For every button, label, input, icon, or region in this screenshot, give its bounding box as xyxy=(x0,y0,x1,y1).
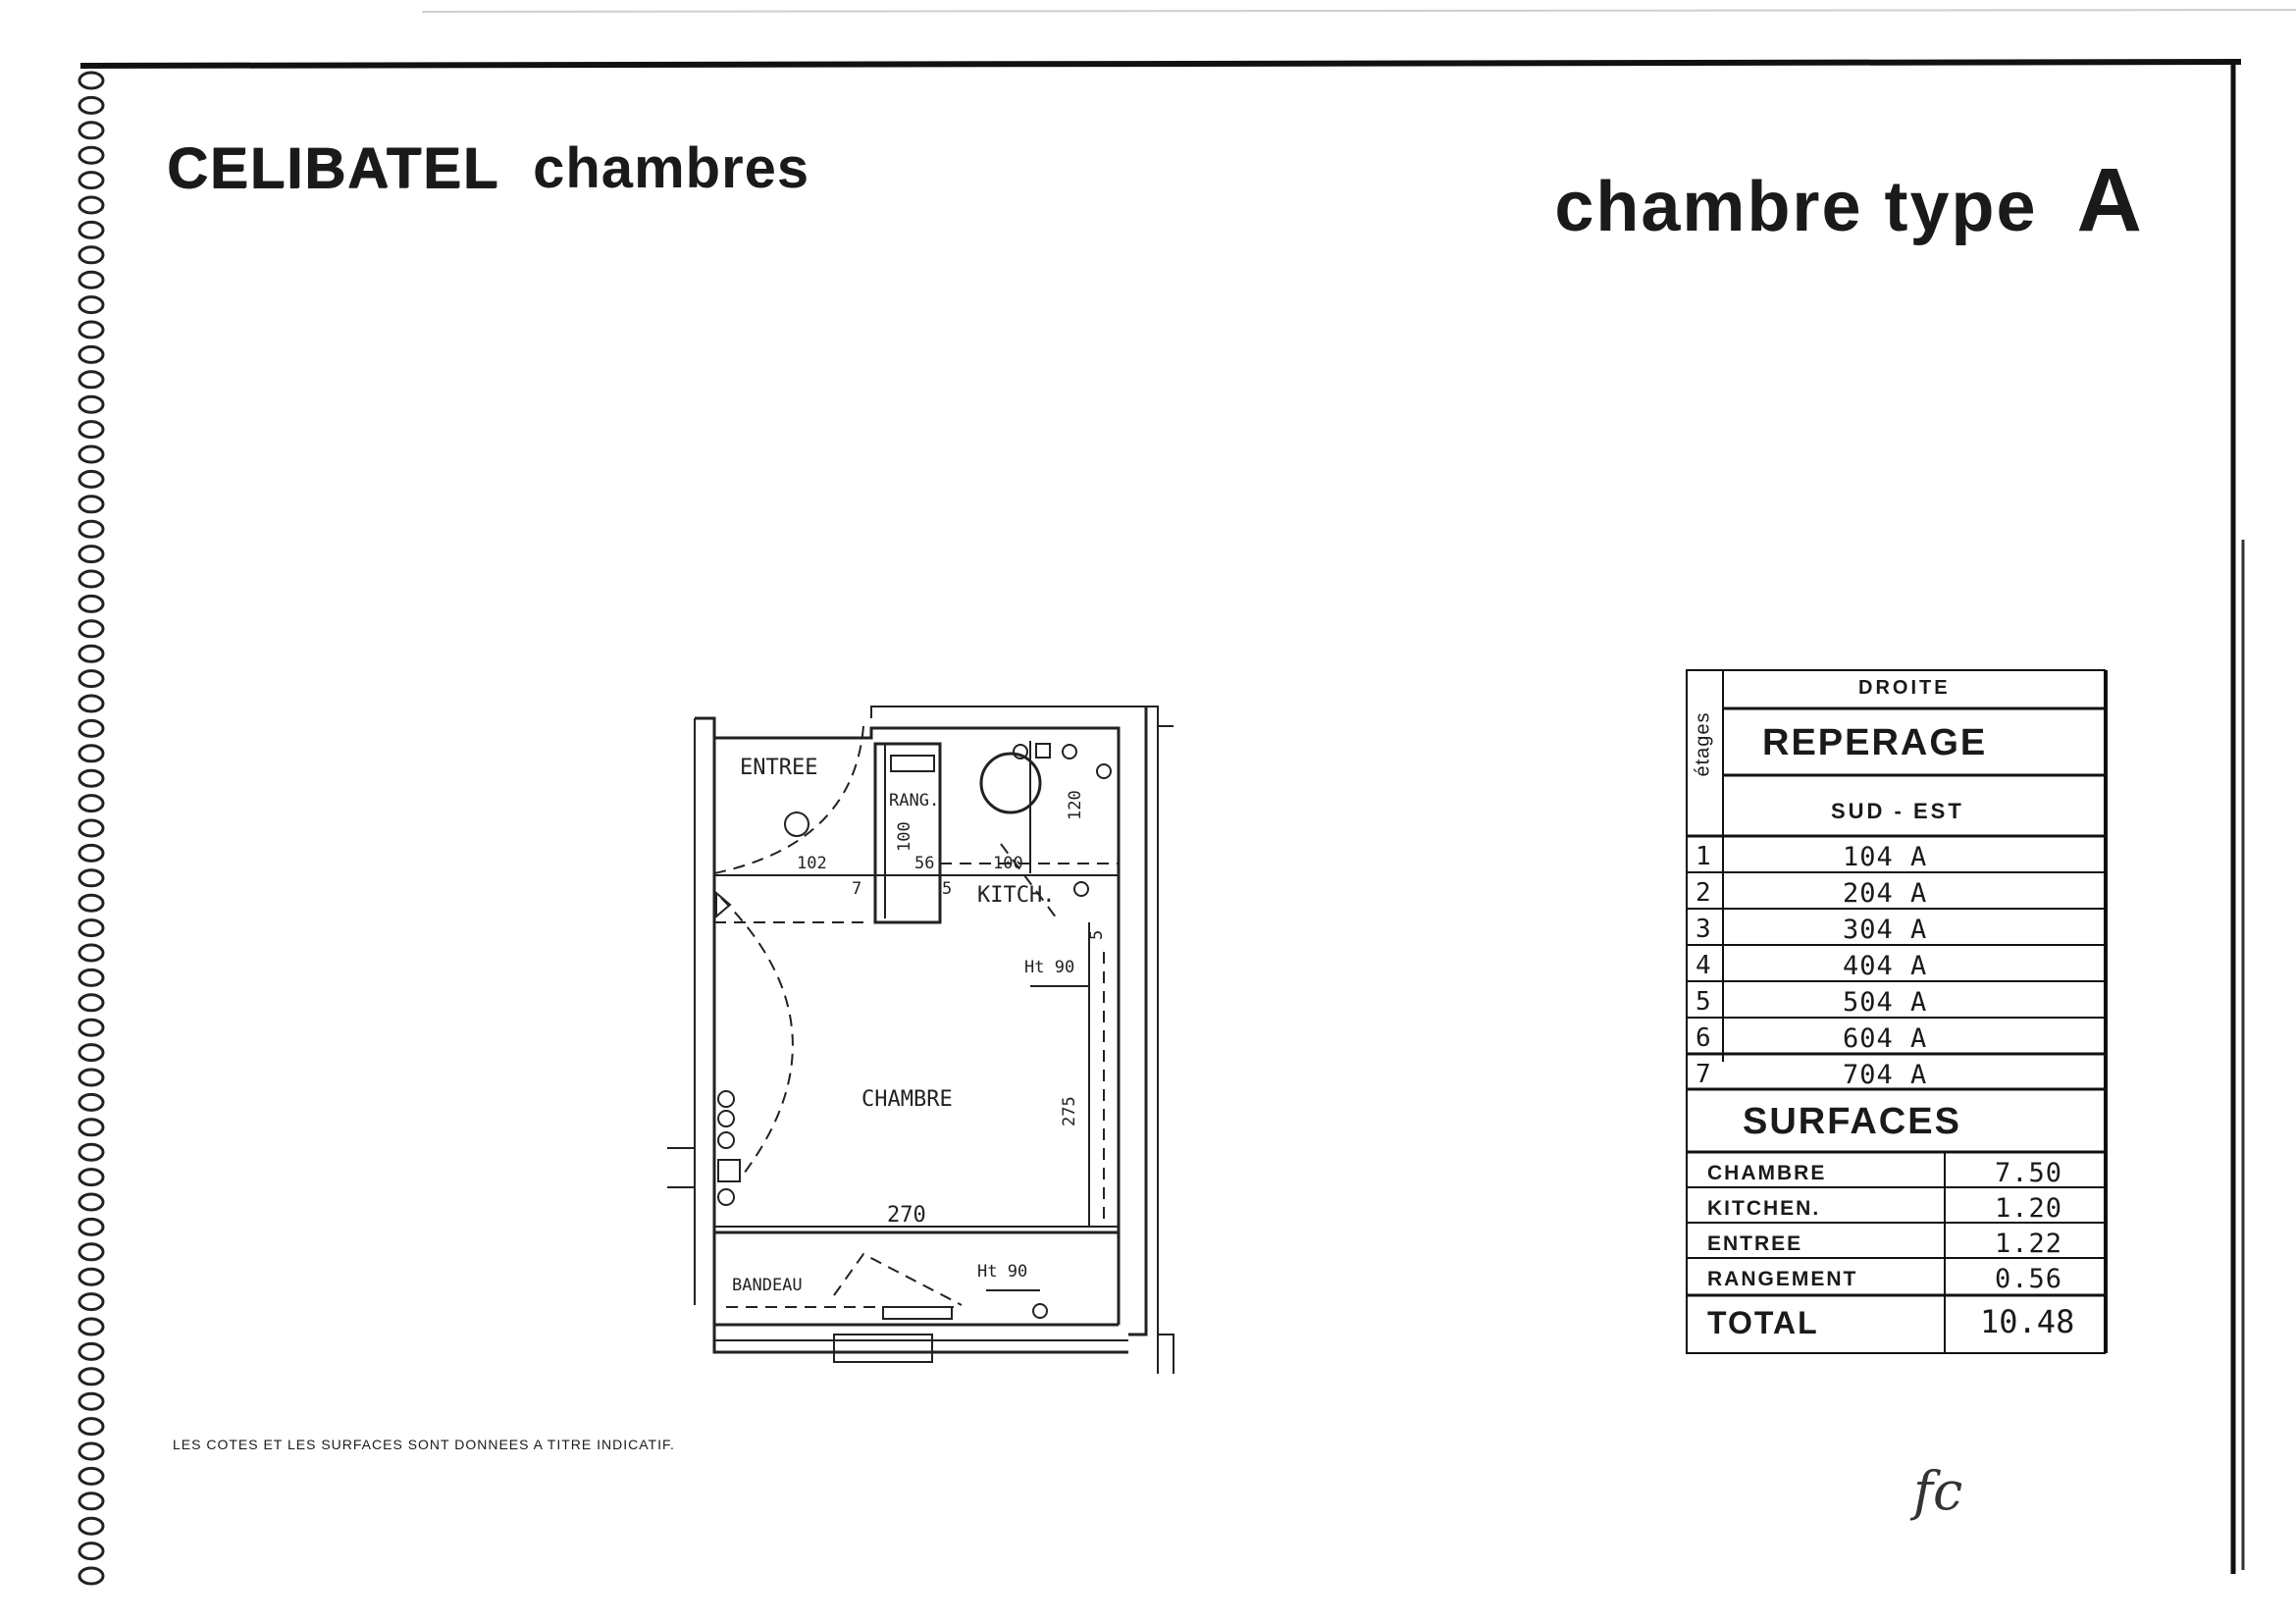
binding-hole xyxy=(79,1319,103,1335)
dim-5a: 5 xyxy=(942,879,953,899)
room-type-letter: A xyxy=(2076,150,2144,250)
binding-hole xyxy=(79,1070,103,1085)
binding-hole xyxy=(79,471,103,487)
binding-hole xyxy=(79,247,103,263)
total-value: 10.48 xyxy=(1980,1303,2075,1340)
surface-value: 1.22 xyxy=(1995,1229,2063,1259)
room-code: 404 A xyxy=(1843,951,1928,981)
reperage-title: REPERAGE xyxy=(1762,722,1988,763)
binding-hole xyxy=(79,945,103,961)
dim-56: 56 xyxy=(914,854,935,873)
binding-hole xyxy=(79,372,103,388)
binding-hole xyxy=(79,1144,103,1160)
floor-number: 2 xyxy=(1696,878,1711,908)
room-label-bandeau: BANDEAU xyxy=(732,1276,803,1295)
binding-hole xyxy=(79,1219,103,1234)
floor-number: 7 xyxy=(1696,1060,1711,1089)
room-label-kitchen: KITCH. xyxy=(977,883,1056,908)
binding-hole xyxy=(79,1393,103,1409)
inner-wall-top xyxy=(714,728,1119,1325)
binding-hole xyxy=(79,123,103,138)
binding-hole xyxy=(79,621,103,637)
surface-value: 0.56 xyxy=(1995,1264,2063,1294)
reperage-surfaces-table xyxy=(1686,669,2108,1356)
rangement-shelf xyxy=(891,756,934,771)
binding-hole xyxy=(79,671,103,687)
room-code: 704 A xyxy=(1843,1060,1928,1090)
height-note-top: Ht 90 xyxy=(1024,958,1075,977)
brand-title xyxy=(167,135,809,201)
binding-hole xyxy=(79,1194,103,1210)
total-label: TOTAL xyxy=(1707,1305,1819,1340)
room-label-chambre: CHAMBRE xyxy=(861,1087,953,1112)
room-label-rangement: RANG. xyxy=(889,791,940,811)
surface-label: CHAMBRE xyxy=(1707,1162,1827,1184)
room-type-title xyxy=(1554,149,2144,252)
binding-hole xyxy=(79,696,103,711)
binding-hole xyxy=(79,1468,103,1484)
brand-name: CELIBATEL xyxy=(167,136,500,200)
room-code: 204 A xyxy=(1843,878,1928,909)
binding-hole xyxy=(79,222,103,237)
dim-120: 120 xyxy=(1066,790,1085,820)
floor-number: 5 xyxy=(1696,987,1711,1017)
ceiling-light-symbol xyxy=(785,812,809,836)
height-note-bottom: Ht 90 xyxy=(977,1262,1028,1282)
window-sill xyxy=(834,1335,932,1362)
binding-hole xyxy=(79,521,103,537)
surface-label: ENTREE xyxy=(1707,1232,1803,1255)
binding-hole xyxy=(79,1294,103,1310)
binding-hole xyxy=(79,173,103,188)
room-code: 104 A xyxy=(1843,842,1928,872)
room-code: 504 A xyxy=(1843,987,1928,1018)
binding-hole xyxy=(79,346,103,362)
binding-hole xyxy=(79,746,103,761)
binding-hole xyxy=(79,969,103,985)
outer-wall-left xyxy=(695,718,1128,1352)
binding-hole xyxy=(79,1493,103,1509)
orientation-label: SUD - EST xyxy=(1831,799,1964,823)
surface-label: KITCHEN. xyxy=(1707,1197,1821,1220)
floor-number: 3 xyxy=(1696,915,1711,944)
binding-hole xyxy=(79,770,103,786)
dim-100-horizontal: 100 xyxy=(993,854,1023,873)
binding-hole xyxy=(79,97,103,113)
binding-hole xyxy=(79,197,103,213)
binding-hole xyxy=(79,596,103,611)
floor-number: 1 xyxy=(1696,842,1711,871)
binding-hole xyxy=(79,1419,103,1435)
disclaimer-note: LES COTES ET LES SURFACES SONT DONNEES A TITRE INDICATIF. xyxy=(173,1437,675,1452)
room-type-label: chambre type xyxy=(1554,168,2038,246)
binding-hole xyxy=(79,646,103,661)
binding-hole xyxy=(79,297,103,313)
floors-label: étages xyxy=(1692,711,1714,777)
room-label-entree: ENTREE xyxy=(740,756,818,780)
heater xyxy=(883,1307,952,1319)
dim-5b: 5 xyxy=(1087,929,1107,940)
side-label: DROITE xyxy=(1858,677,1951,699)
binding-hole xyxy=(79,571,103,587)
surfaces-title: SURFACES xyxy=(1743,1101,1961,1142)
surface-value: 1.20 xyxy=(1995,1193,2063,1224)
binding-hole xyxy=(79,1020,103,1035)
binding-hole xyxy=(79,1170,103,1185)
binding-hole xyxy=(79,1343,103,1359)
wall-stub-left xyxy=(667,1148,695,1187)
binding-hole xyxy=(79,322,103,338)
binding-hole xyxy=(79,1094,103,1110)
binding-hole xyxy=(79,396,103,412)
binding-hole xyxy=(79,1244,103,1260)
binding-hole xyxy=(79,845,103,861)
binding-hole xyxy=(79,1120,103,1135)
binding-hole xyxy=(79,272,103,288)
binding-hole xyxy=(79,1269,103,1284)
binding-hole xyxy=(79,547,103,562)
binding-hole xyxy=(79,1045,103,1061)
binding-hole xyxy=(79,1443,103,1459)
binding-hole xyxy=(79,895,103,911)
door-swing-entry xyxy=(714,726,863,873)
binding-hole xyxy=(79,497,103,512)
binding-hole xyxy=(79,720,103,736)
socket-symbol xyxy=(718,1091,734,1107)
room-code: 304 A xyxy=(1843,915,1928,945)
floor-number: 6 xyxy=(1696,1023,1711,1053)
binding-hole xyxy=(79,995,103,1011)
binding-hole xyxy=(79,820,103,836)
wall-right xyxy=(1128,707,1146,1335)
binding-hole xyxy=(79,422,103,438)
dim-100-vertical: 100 xyxy=(895,821,914,852)
binding-hole xyxy=(79,73,103,88)
binding-holes xyxy=(79,73,103,1584)
dim-275: 275 xyxy=(1060,1096,1079,1126)
dim-7: 7 xyxy=(852,879,862,899)
dim-270: 270 xyxy=(887,1203,926,1228)
room-code: 604 A xyxy=(1843,1023,1928,1054)
handwritten-initials: fc xyxy=(1913,1460,1963,1522)
binding-hole xyxy=(79,1568,103,1584)
floor-number: 4 xyxy=(1696,951,1711,980)
binding-hole xyxy=(79,870,103,886)
surface-value: 7.50 xyxy=(1995,1158,2063,1188)
dim-102: 102 xyxy=(797,854,827,873)
binding-hole xyxy=(79,446,103,462)
binding-hole xyxy=(79,147,103,163)
binding-hole xyxy=(79,1544,103,1559)
binding-hole xyxy=(79,920,103,936)
surface-label: RANGEMENT xyxy=(1707,1268,1858,1290)
binding-hole xyxy=(79,1518,103,1534)
binding-hole xyxy=(79,796,103,812)
brand-subtitle: chambres xyxy=(533,136,810,200)
binding-hole xyxy=(79,1369,103,1385)
